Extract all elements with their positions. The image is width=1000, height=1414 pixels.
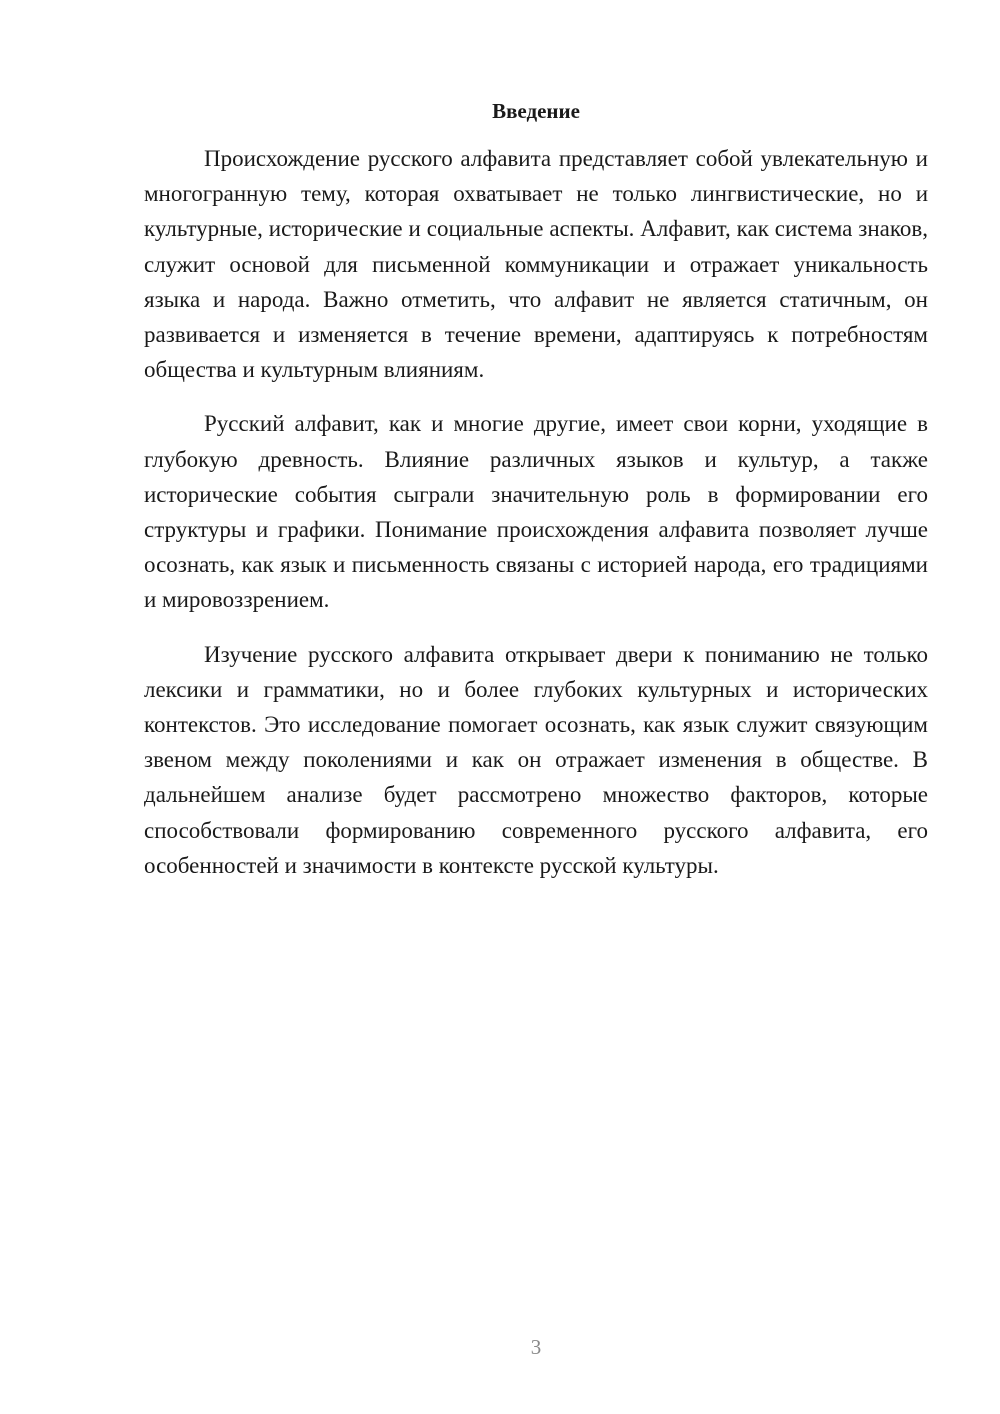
- paragraph: Изучение русского алфавита открывает двери к пониманию не только лексики и грамматики, но и более глубоких культурных и исторических контекстов. Это исследование помогает осознать, как язык служит связующим звеном между поколениями и как он отражает изменения в обществе. В дальнейшем анализе будет рассмотрено множество факторов, которые способствовали формированию современного русского алфавита, его особенностей и значимости в контексте русской культуры.: [144, 641, 928, 878]
- paragraph: Происхождение русского алфавита представляет собой увлекательную и многогранную тему, которая охватывает не только лингвистические, но и культурные, исторические и социальные аспекты. Алфавит, как система знаков, служит основой для письменной коммуникации и отражает уникальность языка и народа. Важно отметить, что алфавит не является статичным, он развивается и изменяется в течение времени, адаптируясь к потребностям общества и культурным влияниям.: [144, 146, 928, 383]
- body-text: [144, 141, 928, 883]
- section-heading: Введение: [492, 99, 580, 123]
- paragraph: Русский алфавит, как и многие другие, имеет свои корни, уходящие в глубокую древность. Влияние различных языков и культур, а также исторические события сыграли значительную роль в формировании его структуры и графики. Понимание происхождения алфавита позволяет лучше осознать, как язык и письменность связаны с историей народа, его традициями и мировоззрением.: [144, 411, 928, 613]
- page-number: 3: [530, 1335, 542, 1359]
